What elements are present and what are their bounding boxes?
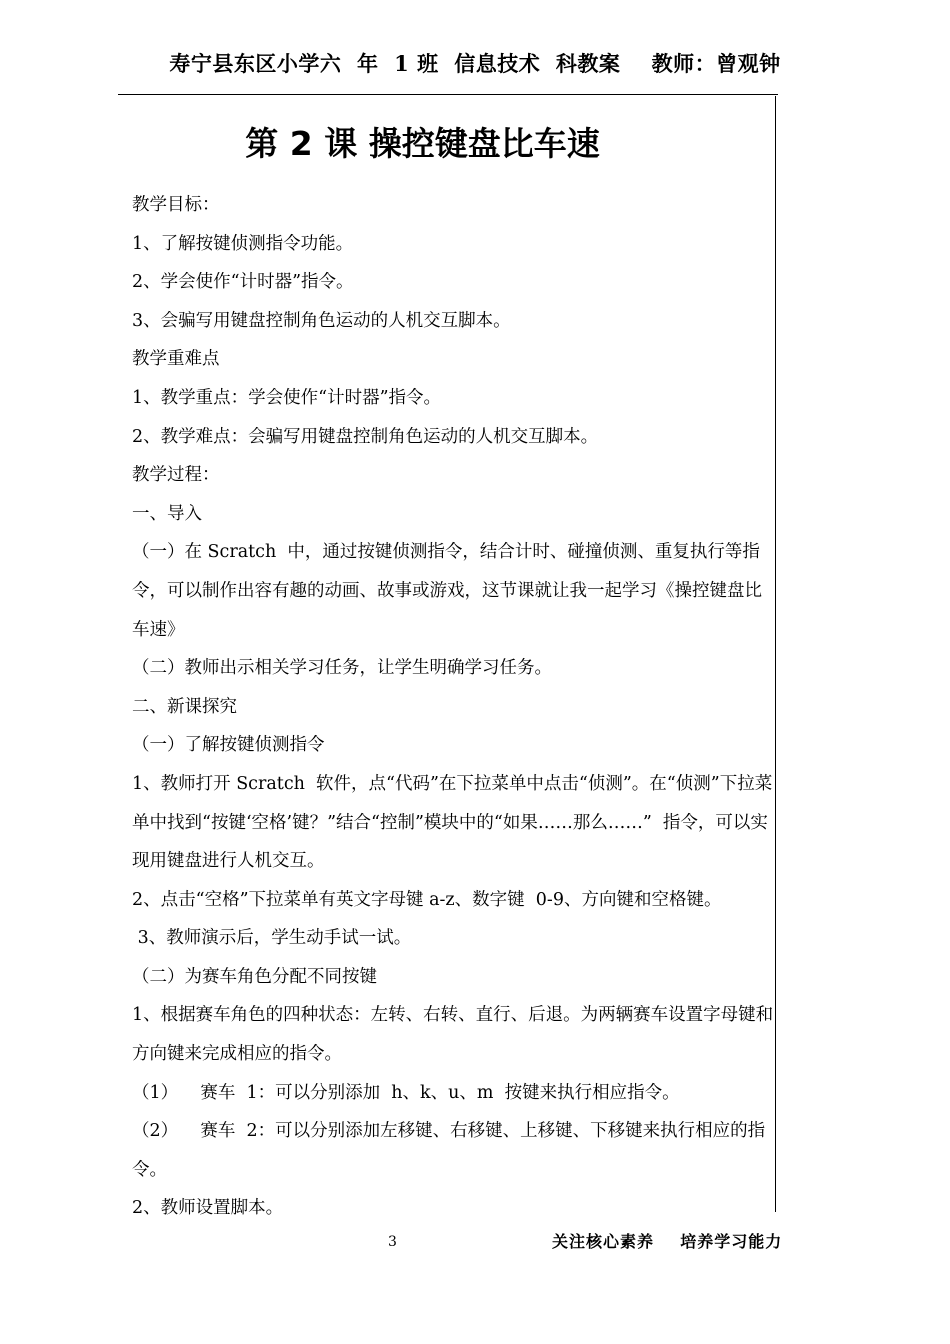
right-margin-rule [775, 96, 776, 1212]
key-point-item: 1、教学重点：学会使作“计时器”指令。 [132, 387, 442, 408]
body-paragraph: 2、教师设置脚本。 [132, 1198, 284, 1219]
body-paragraph: （2） 赛车 2：可以分别添加左移键、右移键、上移键、下移键来执行相应的指令。 [132, 1121, 766, 1180]
page-number: 3 [388, 1234, 397, 1250]
body-paragraph: （一）在 Scratch 中，通过按键侦测指令，结合计时、碰撞侦测、重复执行等指令，可以制作出容有趣的动画、故事或游戏，这节课就让我一起学习《操控键盘比车速》 [132, 542, 762, 640]
section-heading-process: 教学过程： [132, 465, 220, 486]
section-heading-key-points: 教学重难点 [132, 349, 220, 370]
subsection-heading: （二）为赛车角色分配不同按键 [132, 966, 377, 987]
footer-motto: 关注核心素养 培养学习能力 [552, 1232, 783, 1251]
subsection-heading: 一、导入 [132, 503, 202, 524]
section-heading-goals: 教学目标： [132, 195, 220, 215]
header-rule [118, 94, 778, 95]
body-paragraph: 1、教师打开 Scratch 软件，点“代码”在下拉菜单中点击“侦测”。在“侦测”下拉菜单中找到“按键‘空格’键？”结合“控制”模块中的“如果……那么……” 指令，可以实现用键盘进行人机交互。 [132, 773, 773, 872]
goal-item: 1、了解按键侦测指令功能。 [132, 233, 354, 254]
body-paragraph: （二）教师出示相关学习任务，让学生明确学习任务。 [132, 658, 552, 679]
document-header: 寿宁县东区小学六 年 1 班 信息技术 科教案 教师：曾观钟 [169, 51, 781, 76]
subsection-heading: 二、新课探究 [132, 696, 237, 717]
lesson-body [132, 186, 775, 1228]
body-paragraph: 2、点击“空格”下拉菜单有英文字母键 a-z、数字键 0-9、方向键和空格键。 [132, 889, 722, 910]
body-paragraph: 3、教师演示后，学生动手试一试。 [132, 928, 412, 949]
lesson-title: 第 2 课 操控键盘比车速 [245, 124, 600, 163]
goal-item: 2、学会使作“计时器”指令。 [132, 272, 354, 293]
body-paragraph: （1） 赛车 1：可以分别添加 h、k、u、m 按键来执行相应指令。 [132, 1082, 680, 1103]
subsection-heading: （一）了解按键侦测指令 [132, 735, 325, 756]
key-point-item: 2、教学难点：会骗写用键盘控制角色运动的人机交互脚本。 [132, 426, 599, 447]
goal-item: 3、会骗写用键盘控制角色运动的人机交互脚本。 [132, 310, 511, 331]
body-paragraph: 1、根据赛车角色的四种状态：左转、右转、直行、后退。为两辆赛车设置字母键和方向键来完成相应的指令。 [132, 1005, 774, 1065]
